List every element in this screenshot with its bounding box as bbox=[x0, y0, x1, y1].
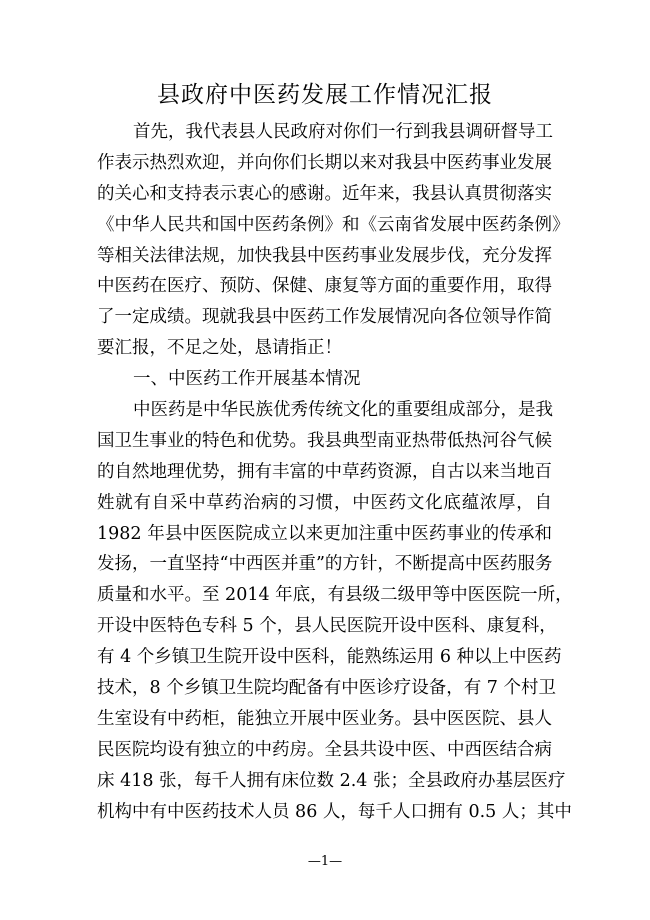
text-line: 民医院均设有独立的中药房。全县共设中医、中西医结合病 bbox=[97, 739, 552, 760]
text-line: 技术，8 个乡镇卫生院均配备有中医诊疗设备，有 7 个村卫 bbox=[97, 678, 556, 699]
text-line: 姓就有自采中草药治病的习惯，中医药文化底蕴浓厚，自 bbox=[97, 492, 552, 513]
document-body bbox=[97, 117, 573, 827]
text-line: 首先，我代表县人民政府对你们一行到我县调研督导工 bbox=[133, 122, 553, 142]
text-line: 中医药在医疗、预防、保健、康复等方面的重要作用，取得 bbox=[97, 276, 552, 297]
text-line: 生室设有中药柜，能独立开展中医业务。县中医医院、县人 bbox=[97, 708, 552, 729]
page-number: —1— bbox=[307, 854, 343, 869]
text-line: 有 4 个乡镇卫生院开设中医科，能熟练运用 6 种以上中医药 bbox=[97, 647, 562, 668]
document-title: 县政府中医药发展工作情况汇报 bbox=[157, 82, 493, 108]
text-line: 的关心和支持表示衷心的感谢。近年来，我县认真贯彻落实 bbox=[97, 183, 552, 204]
text-line: 的自然地理优势，拥有丰富的中草药资源，自古以来当地百 bbox=[97, 461, 552, 482]
section-heading: 一、中医药工作开展基本情况 bbox=[133, 369, 361, 390]
text-line: 机构中有中医药技术人员 86 人，每千人口拥有 0.5 人；其中 bbox=[97, 801, 572, 822]
text-line: 发扬，一直坚持“中西医并重”的方针，不断提高中医药服务 bbox=[97, 554, 553, 575]
text-line: 要汇报，不足之处，恳请指正！ bbox=[97, 338, 342, 359]
text-line: 《中华人民共和国中医药条例》和《云南省发展中医药条例》 bbox=[97, 214, 570, 235]
text-line: 1982 年县中医医院成立以来更加注重中医药事业的传承和 bbox=[97, 523, 552, 544]
text-line: 开设中医特色专科 5 个，县人民医院开设中医科、康复科， bbox=[97, 616, 557, 637]
text-line: 床 418 张，每千人拥有床位数 2.4 张；全县政府办基层医疗 bbox=[97, 770, 566, 791]
text-line: 中医药是中华民族优秀传统文化的重要组成部分，是我 bbox=[133, 400, 553, 421]
text-line: 作表示热烈欢迎，并向你们长期以来对我县中医药事业发展 bbox=[97, 152, 552, 173]
text-line: 质量和水平。至 2014 年底，有县级二级甲等中医医院一所， bbox=[97, 585, 573, 606]
text-line: 国卫生事业的特色和优势。我县典型南亚热带低热河谷气候 bbox=[97, 430, 552, 451]
text-line: 了一定成绩。现就我县中医药工作发展情况向各位领导作简 bbox=[97, 307, 552, 328]
text-line: 等相关法律法规，加快我县中医药事业发展步伐，充分发挥 bbox=[97, 245, 552, 266]
